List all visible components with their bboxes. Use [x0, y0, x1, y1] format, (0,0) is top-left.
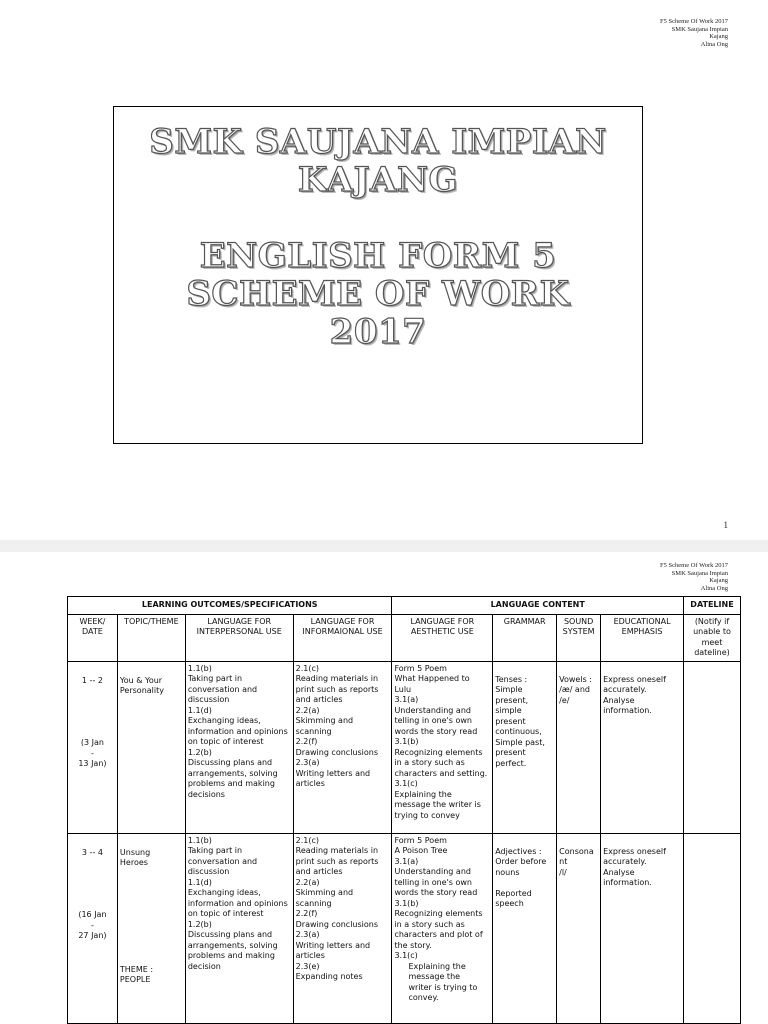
week-range: 1 -- 2 — [81, 675, 103, 685]
col-header-emphasis: EDUCATIONAL EMPHASIS — [601, 614, 684, 661]
col-header-sound: SOUND SYSTEM — [557, 614, 601, 661]
week-dates: (16 Jan - 27 Jan) — [78, 910, 107, 940]
scheme-of-work-table — [67, 596, 741, 1024]
topic-cell — [117, 833, 185, 1023]
week-range: 3 -- 4 — [81, 847, 103, 857]
topic-title: You & Your Personality — [119, 675, 164, 695]
col-header-week: WEEK/ DATE — [68, 614, 118, 661]
header-line: Alina Ong — [700, 40, 728, 48]
col-header-grammar: GRAMMAR — [493, 614, 557, 661]
sound-cell: Consona nt /l/ — [557, 833, 601, 1023]
aesthetic-text: Form 5 Poem A Poison Tree 3.1(a) Understanding and telling in one's own words the story read 3.1(b) Recognizing elements in a story such as characters and plot of the story. 3.1(c) — [394, 835, 483, 960]
week-cell — [68, 661, 118, 833]
header-line: SMK Saujana Impian — [671, 569, 728, 577]
col-header-dateline-note: (Notify if unable to meet dateline) — [683, 614, 740, 661]
header-line: Kajang — [709, 577, 728, 584]
header-line: SMK Saujana Impian — [671, 25, 728, 33]
page-header — [660, 18, 728, 48]
emphasis-cell: Express oneself accurately. Analyse information. — [601, 661, 684, 833]
aesthetic-cell — [392, 661, 493, 833]
group-header-dateline: DATELINE — [683, 597, 740, 615]
grammar-cell: Adjectives : Order before nouns Reported speech — [493, 833, 557, 1023]
informational-cell: 2.1(c) Reading materials in print such as reports and articles 2.2(a) Skimming and scanning 2.2(f) Drawing conclusions 2.3(a) Writing letters and articles — [293, 661, 392, 833]
header-line: Kajang — [709, 33, 728, 40]
emphasis-cell: Express oneself accurately. Analyse information. — [601, 833, 684, 1023]
subject-title: ENGLISH FORM 5 — [199, 236, 557, 276]
col-header-informational: LANGUAGE FOR INFORMAIONAL USE — [293, 614, 392, 661]
sound-cell: Vowels : /æ/ and /e/ — [557, 661, 601, 833]
interpersonal-cell: 1.1(b) Taking part in conversation and discussion 1.1(d) Exchanging ideas, information and opinions on topic of interest 1.2(b) Discussing plans and arrangements, solving problems and making decision — [185, 833, 293, 1023]
group-header-outcomes: LEARNING OUTCOMES/SPECIFICATIONS — [68, 597, 392, 615]
col-header-topic: TOPIC/THEME — [117, 614, 185, 661]
dateline-cell — [683, 661, 740, 833]
scheme-page — [0, 552, 768, 1024]
page-number: 1 — [723, 520, 728, 530]
col-header-interpersonal: LANGUAGE FOR INTERPERSONAL USE — [185, 614, 293, 661]
week-cell — [68, 833, 118, 1023]
header-line: Alina Ong — [700, 584, 728, 592]
grammar-cell: Tenses : Simple present, simple present continuous, Simple past, present perfect. — [493, 661, 557, 833]
dateline-cell — [683, 833, 740, 1023]
aesthetic-text: Form 5 Poem What Happened to Lulu 3.1(a) Understanding and telling in one's own words the story read 3.1(b) Recognizing elements in a story such as characters and setting. 3.1(c) Explaining the message the writer is trying to convey — [394, 663, 488, 820]
page-header — [660, 562, 728, 592]
table-row — [68, 661, 741, 833]
cover-title-box — [113, 106, 643, 444]
header-line: F5 Scheme Of Work 2017 — [660, 562, 728, 569]
document-year: 2017 — [329, 312, 427, 352]
aesthetic-extra: Explaining the message the writer is trying to convey. — [408, 961, 478, 1002]
week-dates: (3 Jan - 13 Jan) — [78, 738, 107, 768]
col-header-aesthetic: LANGUAGE FOR AESTHETIC USE — [392, 614, 493, 661]
topic-theme: THEME : PEOPLE — [119, 964, 154, 984]
document-title: SCHEME OF WORK — [186, 274, 570, 314]
topic-title: Unsung Heroes — [119, 847, 151, 867]
informational-cell: 2.1(c) Reading materials in print such as reports and articles 2.2(a) Skimming and scanning 2.2(f) Drawing conclusions 2.3(a) Writing letters and articles 2.3(e) Expanding notes — [293, 833, 392, 1023]
aesthetic-cell — [392, 833, 493, 1023]
topic-cell — [117, 661, 185, 833]
header-line: F5 Scheme Of Work 2017 — [660, 18, 728, 25]
group-header-content: LANGUAGE CONTENT — [392, 597, 684, 615]
school-name: SMK SAUJANA IMPIAN — [149, 122, 607, 162]
interpersonal-cell: 1.1(b) Taking part in conversation and discussion 1.1(d) Exchanging ideas, information and opinions on topic of interest 1.2(b) Discussing plans and arrangements, solving problems and making decisions — [185, 661, 293, 833]
school-location: KAJANG — [297, 160, 459, 200]
table-row — [68, 833, 741, 1023]
